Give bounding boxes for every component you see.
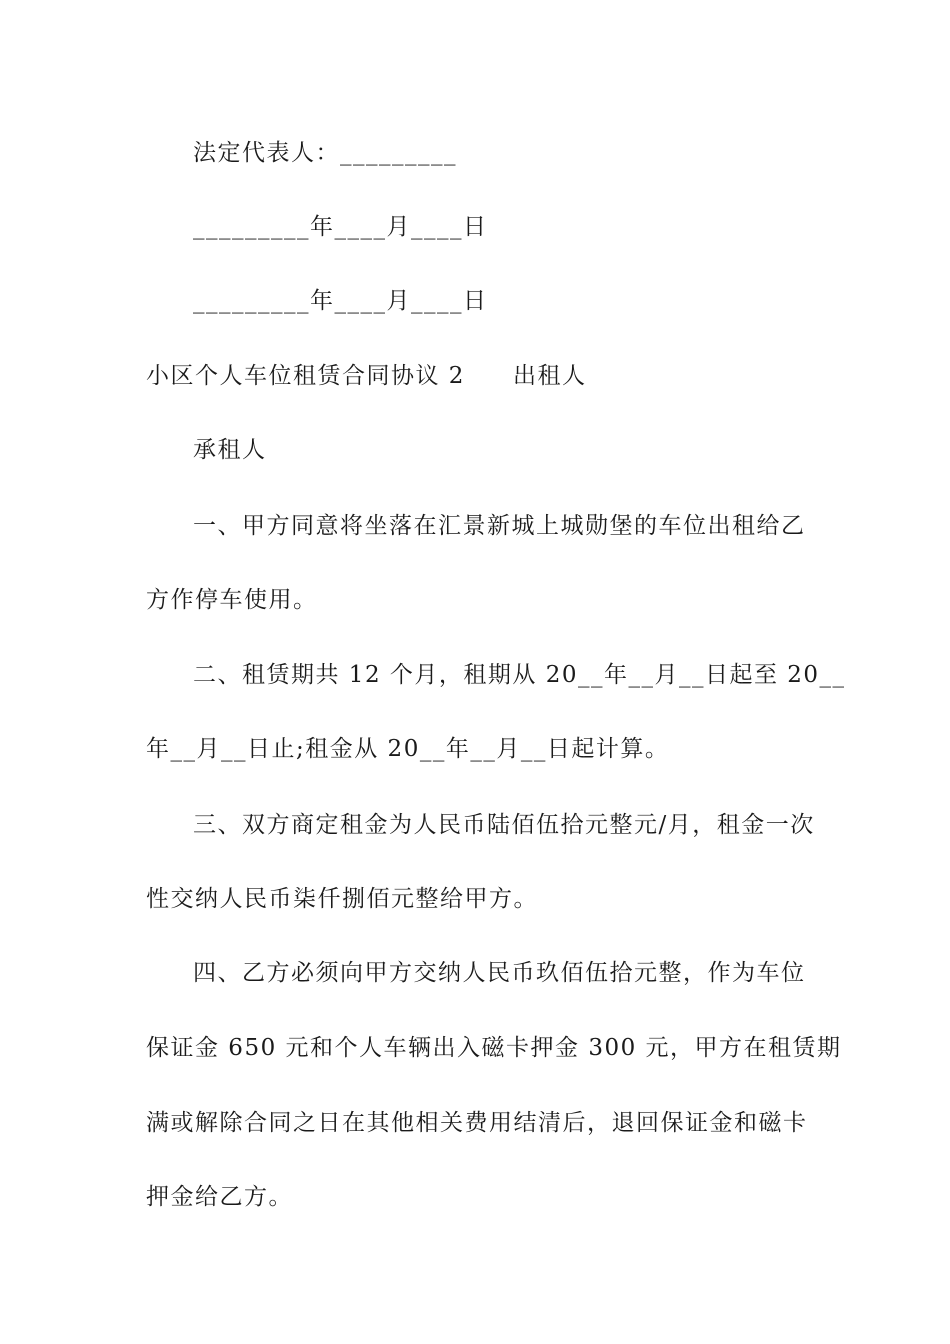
clause-4-line-1: 四、乙方必须向甲方交纳人民币玖佰伍拾元整，作为车位: [193, 960, 806, 986]
contract-title-row: [146, 361, 586, 391]
clause-1-line-1: 一、甲方同意将坐落在汇景新城上城勋堡的车位出租给乙: [193, 513, 806, 539]
date-line-1: _________年____月____日: [193, 214, 488, 240]
clause-3-line-1: 三、双方商定租金为人民币陆佰伍拾元整元/月，租金一次: [193, 812, 815, 838]
clause-4-line-2: 保证金 650 元和个人车辆出入磁卡押金 300 元，甲方在租赁期: [146, 1035, 842, 1061]
clause-2-line-2: 年__月__日止;租金从 20__年__月__日起计算。: [146, 736, 670, 762]
lessee-label: 承租人: [193, 437, 267, 463]
contract-title: 小区个人车位租赁合同协议 2: [146, 363, 465, 389]
clause-4-line-4: 押金给乙方。: [146, 1184, 293, 1210]
clause-4-line-3: 满或解除合同之日在其他相关费用结清后，退回保证金和磁卡: [146, 1110, 808, 1136]
clause-1-line-2: 方作停车使用。: [146, 587, 318, 613]
date-line-2: _________年____月____日: [193, 288, 488, 314]
clause-2-line-1: 二、租赁期共 12 个月，租期从 20__年__月__日起至 20__: [193, 662, 846, 688]
clause-3-line-2: 性交纳人民币柒仟捌佰元整给甲方。: [146, 886, 538, 912]
lessor-label: 出租人: [512, 363, 587, 389]
legal-representative-signature-line: 法定代表人：_________: [193, 140, 457, 166]
